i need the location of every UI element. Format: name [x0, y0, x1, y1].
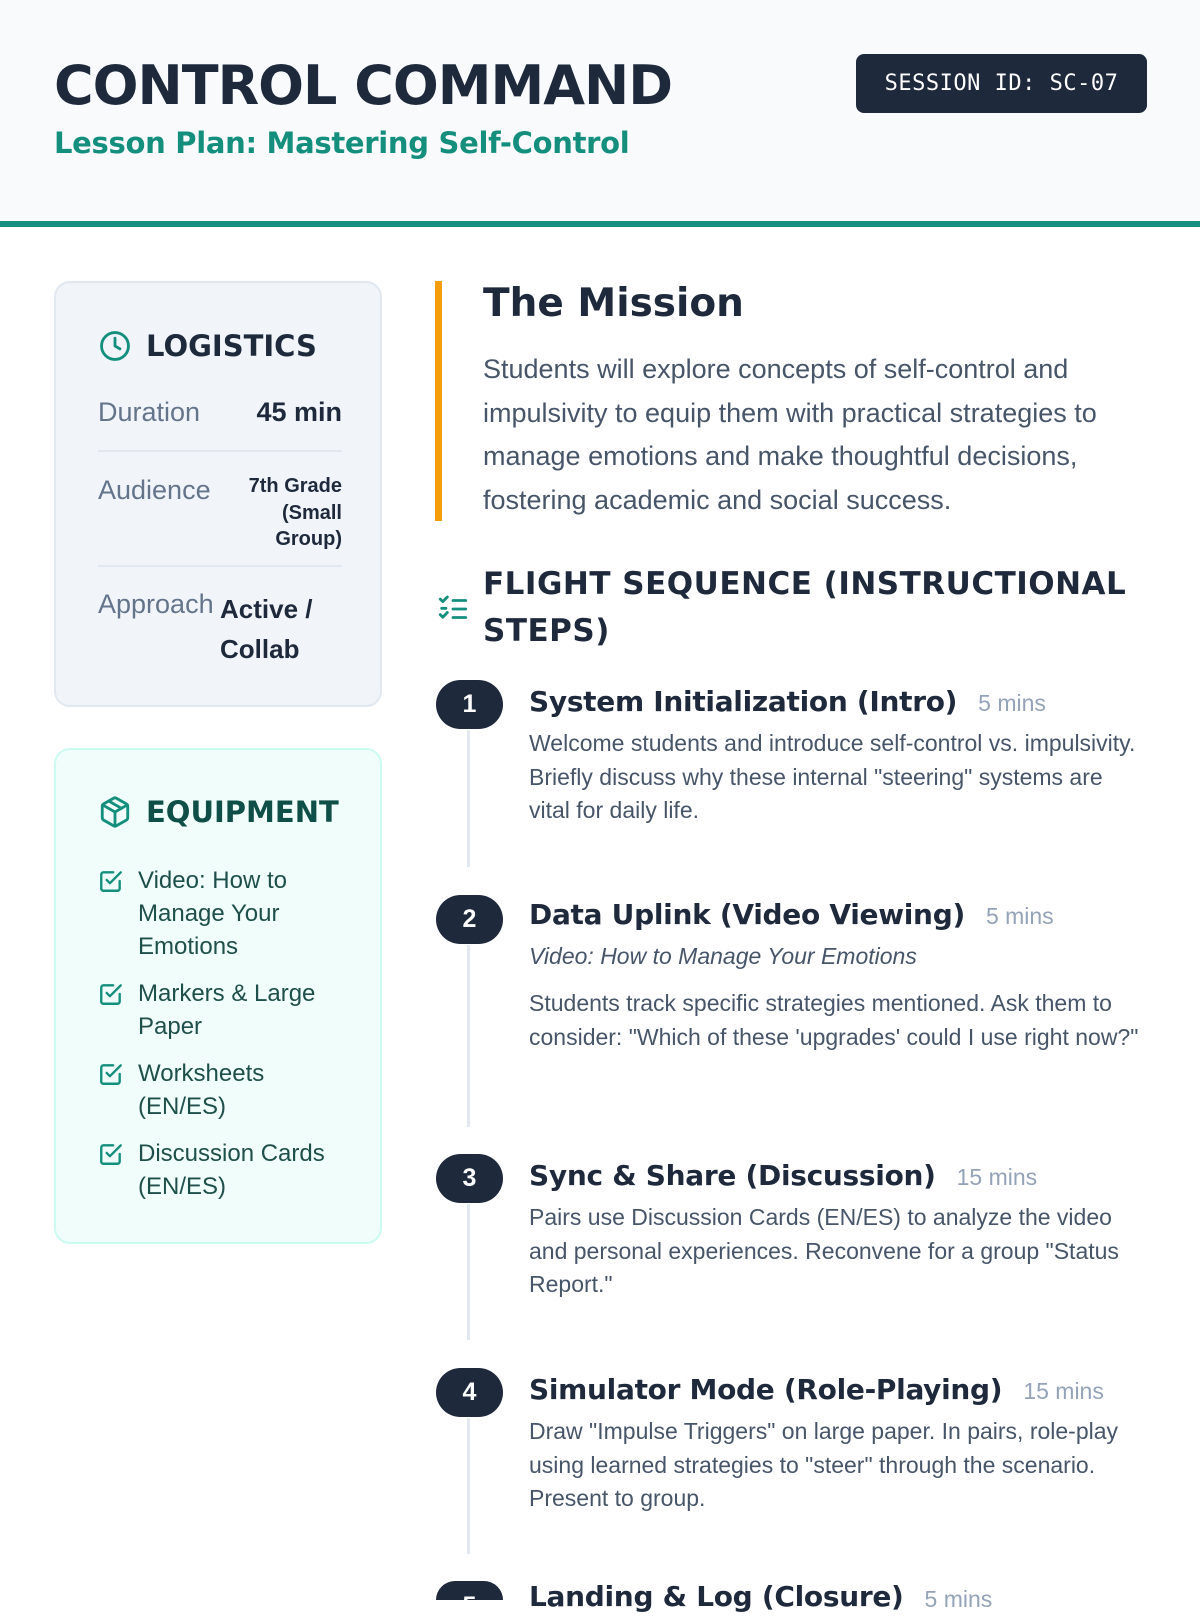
duration-value: 45 min	[256, 397, 342, 427]
logistics-divider	[98, 450, 342, 452]
step-number-badge: 3	[436, 1154, 503, 1203]
step-number-badge: 4	[436, 1368, 503, 1417]
mission-accent-bar	[435, 281, 442, 521]
equipment-title: EQUIPMENT	[146, 795, 339, 829]
audience-label: Audience	[98, 475, 211, 505]
step-header	[529, 685, 1046, 718]
checkbox-checked-icon	[98, 1061, 124, 1087]
mission-title: The Mission	[483, 281, 744, 326]
step-number: 5	[462, 1592, 477, 1620]
step-header	[529, 898, 1054, 931]
step-description: Students track specific strategies mentioned. Ask them to consider: "Which of these 'upgrades' could I use right now?"	[529, 990, 1139, 1050]
equipment-item	[98, 864, 348, 963]
checkbox-checked-icon	[98, 981, 124, 1007]
step-description: Draw "Impulse Triggers" on large paper. In pairs, role-play using learned strategies to "steer" through the scenario. Present to group.	[529, 1418, 1119, 1511]
approach-label: Approach	[98, 589, 214, 619]
checkbox-checked-icon	[98, 1141, 124, 1167]
equipment-item	[98, 1137, 348, 1203]
timeline-connector	[467, 1418, 470, 1554]
session-id-badge: SESSION ID: SC-07	[856, 54, 1147, 113]
step-header	[529, 1580, 993, 1613]
box-icon	[98, 795, 132, 829]
step-duration: 5 mins	[978, 690, 1046, 716]
step-title: System Initialization (Intro)	[529, 685, 958, 718]
flight-sequence-title: FLIGHT SEQUENCE (INSTRUCTIONAL STEPS)	[483, 566, 1127, 649]
page-header	[0, 0, 1200, 227]
step-number-badge	[436, 1581, 503, 1620]
step-header	[529, 1373, 1104, 1406]
equipment-item-label: Discussion Cards (EN/ES)	[138, 1140, 325, 1200]
equipment-heading	[98, 795, 339, 829]
equipment-item	[98, 1057, 348, 1123]
duration-label: Duration	[98, 397, 201, 427]
step-title: Sync & Share (Discussion)	[529, 1159, 936, 1192]
timeline-connector	[467, 1204, 470, 1340]
step-duration: 15 mins	[1023, 1378, 1104, 1404]
mission-text: Students will explore concepts of self-control and impulsivity to equip them with practical strategies to manage emotions and make thoughtful decisions, fostering academic and social success.	[483, 354, 1097, 515]
equipment-item-label: Video: How to Manage Your Emotions	[138, 867, 287, 960]
step-number-badge: 1	[436, 680, 503, 729]
equipment-item-label: Markers & Large Paper	[138, 980, 316, 1040]
logistics-row-duration	[98, 397, 342, 437]
logistics-row-audience	[98, 473, 342, 553]
timeline-connector	[467, 730, 470, 867]
step-duration: 5 mins	[985, 903, 1054, 929]
step-video-title: Video: How to Manage Your Emotions	[529, 943, 917, 969]
step-description: Welcome students and introduce self-control vs. impulsivity. Briefly discuss why these internal "steering" systems are vital for daily life.	[529, 730, 1136, 823]
equipment-card	[54, 748, 382, 1244]
step-duration: 15 mins	[956, 1164, 1038, 1190]
step-header	[529, 1159, 1037, 1192]
clock-icon	[98, 329, 132, 363]
logistics-title: LOGISTICS	[146, 329, 317, 363]
logistics-row-approach	[98, 589, 342, 669]
page-subtitle: Lesson Plan: Mastering Self-Control	[54, 126, 630, 160]
logistics-card	[54, 281, 382, 707]
approach-value: Active / Collab	[220, 594, 313, 664]
page-title: CONTROL COMMAND	[54, 54, 673, 117]
audience-value: 7th Grade (Small Group)	[248, 475, 342, 550]
checkbox-checked-icon	[98, 868, 124, 894]
step-number-badge: 2	[436, 895, 503, 944]
step-title: Landing & Log (Closure)	[529, 1580, 904, 1613]
logistics-divider	[98, 565, 342, 567]
logistics-heading	[98, 329, 317, 363]
equipment-item	[98, 977, 348, 1043]
step-title: Data Uplink (Video Viewing)	[529, 898, 965, 931]
step-duration: 5 mins	[924, 1586, 993, 1612]
timeline-connector	[467, 945, 470, 1127]
step-title: Simulator Mode (Role-Playing)	[529, 1373, 1003, 1406]
checklist-icon	[436, 592, 470, 626]
equipment-item-label: Worksheets (EN/ES)	[138, 1060, 265, 1120]
step-description: Pairs use Discussion Cards (EN/ES) to analyze the video and personal experiences. Reconvene for a group "Status Report."	[529, 1204, 1119, 1297]
